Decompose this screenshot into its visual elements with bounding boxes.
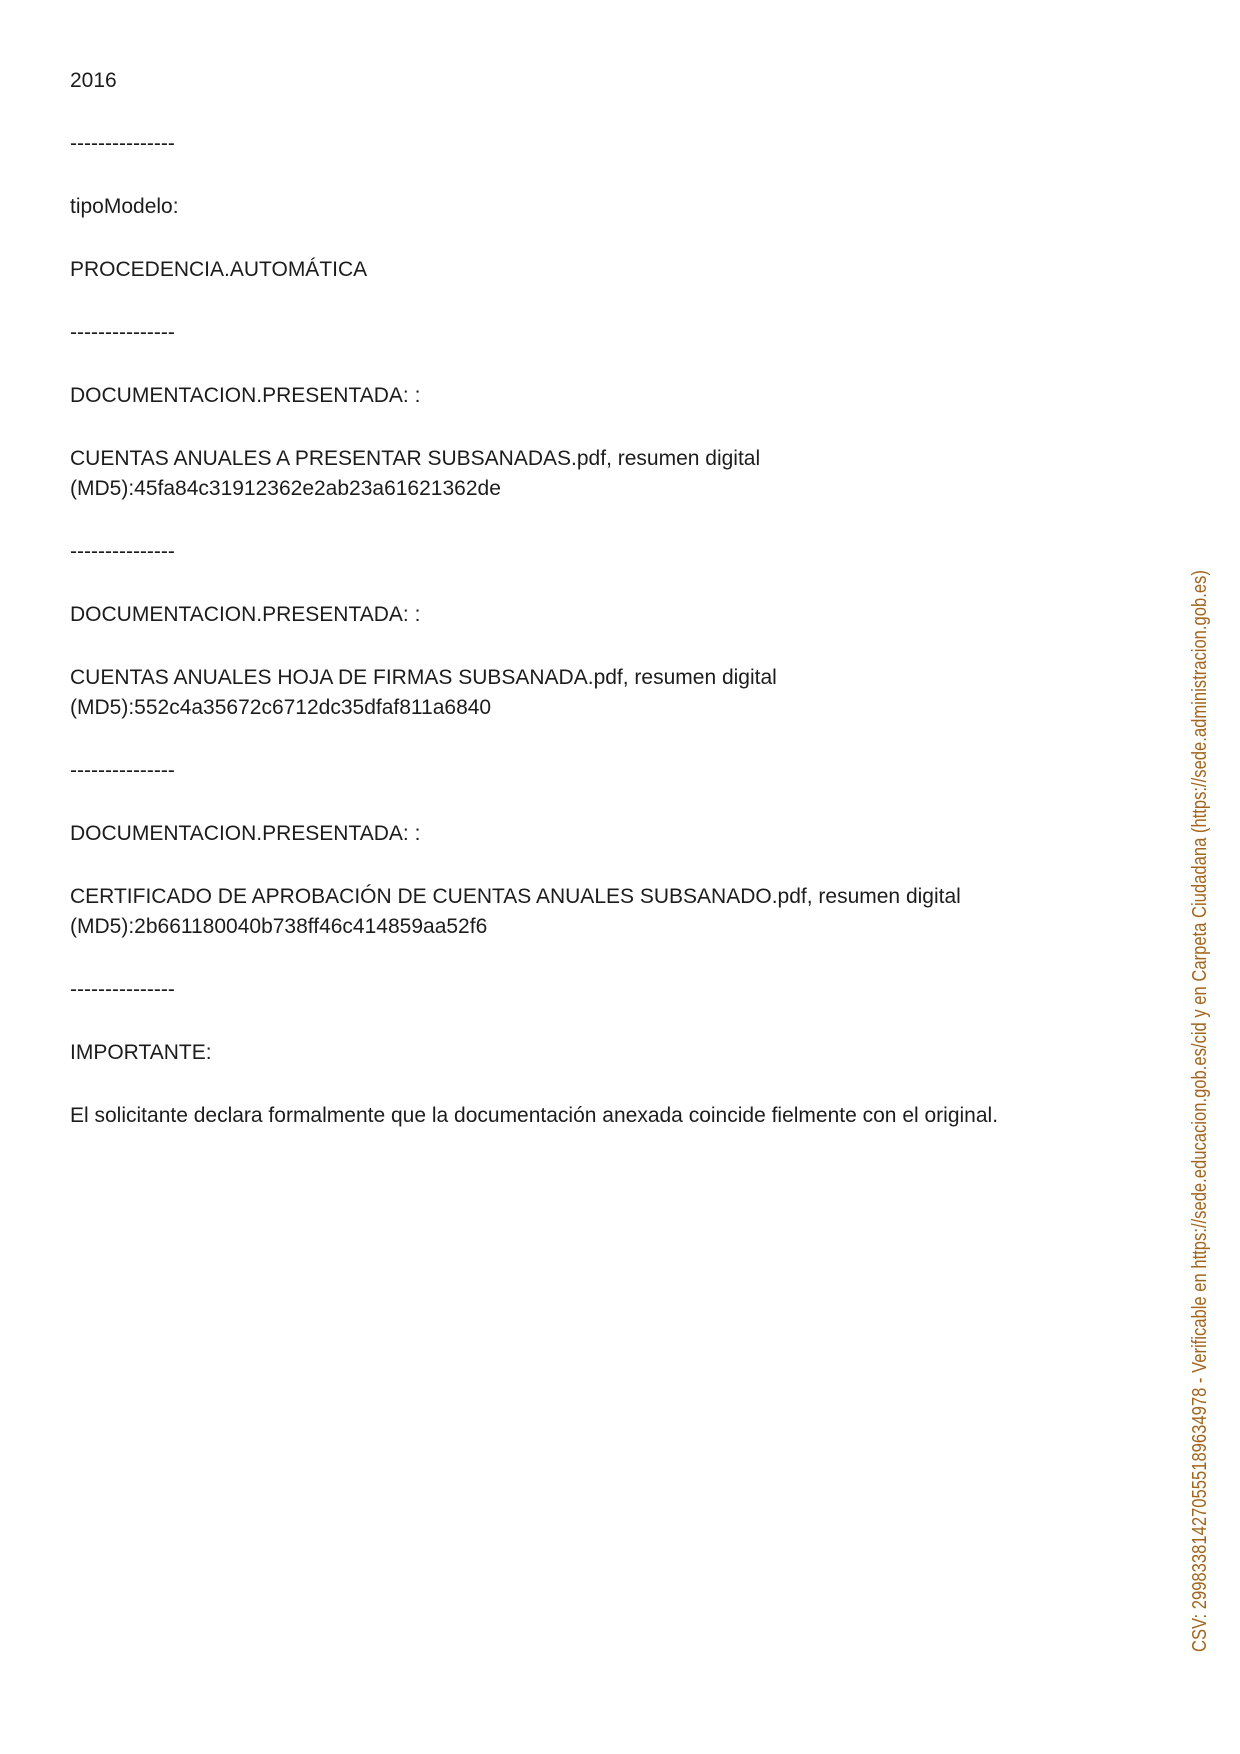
document-md5-line: (MD5):45fa84c31912362e2ab23a61621362de — [70, 477, 501, 500]
importante-label: IMPORTANTE: — [70, 1041, 212, 1064]
documentacion-presentada-label: DOCUMENTACION.PRESENTADA: : — [70, 822, 421, 845]
presented-document-entry — [70, 882, 1160, 942]
presented-document-entry — [70, 444, 1160, 504]
presented-document-entry — [70, 663, 1160, 723]
separator: --------------- — [70, 540, 175, 563]
separator: --------------- — [70, 132, 175, 155]
document-file-line: CUENTAS ANUALES HOJA DE FIRMAS SUBSANADA.pdf, resumen digital — [70, 666, 777, 689]
separator: --------------- — [70, 759, 175, 782]
document-file-line: CERTIFICADO DE APROBACIÓN DE CUENTAS ANUALES SUBSANADO.pdf, resumen digital — [70, 885, 961, 908]
document-content — [70, 66, 1160, 1164]
separator: --------------- — [70, 978, 175, 1001]
separator: --------------- — [70, 321, 175, 344]
csv-verification-stamp: CSV: 299833814270555189634978 - Verificable en https://sede.educacion.gob.es/cid y en Carpeta Ciudadana (https://sede.administracion.gob.es) — [1189, 570, 1211, 1653]
importante-text: El solicitante declara formalmente que la documentación anexada coincide fielmente con el original. — [70, 1104, 999, 1127]
document-md5-line: (MD5):552c4a35672c6712dc35dfaf811a6840 — [70, 696, 492, 719]
tipo-modelo-label: tipoModelo: — [70, 195, 179, 218]
documentacion-presentada-label: DOCUMENTACION.PRESENTADA: : — [70, 603, 421, 626]
document-md5-line: (MD5):2b661180040b738ff46c414859aa52f6 — [70, 915, 488, 938]
document-file-line: CUENTAS ANUALES A PRESENTAR SUBSANADAS.pdf, resumen digital — [70, 447, 761, 470]
document-year: 2016 — [70, 69, 117, 92]
tipo-modelo-value: PROCEDENCIA.AUTOMÁTICA — [70, 258, 368, 281]
documentacion-presentada-label: DOCUMENTACION.PRESENTADA: : — [70, 384, 421, 407]
